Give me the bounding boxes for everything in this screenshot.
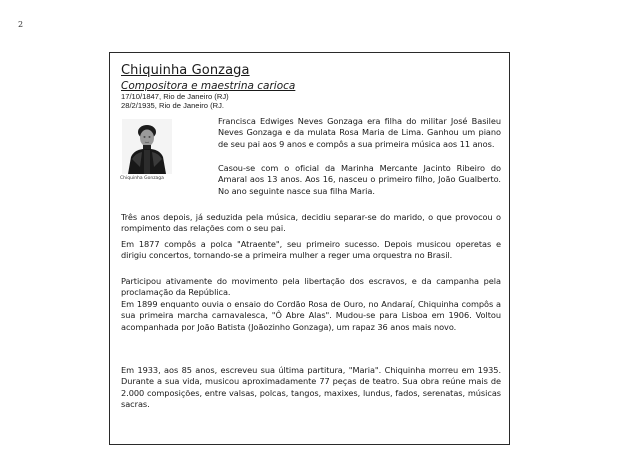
paragraph-4: Em 1877 compôs a polca "Atraente", seu primeiro sucesso. Depois musicou operetas e dirigiu concertos, tornando-se a primeira mulher a reger uma orquestra no Brasil. (121, 239, 501, 261)
biography-subtitle: Compositora e maestrina carioca (121, 80, 296, 92)
portrait-caption: Chiquinha Gonzaga (120, 176, 164, 181)
paragraph-3: Três anos depois, já seduzida pela música, decidiu separar-se do marido, o que provocou o rompimento das relações com o seu pai. (121, 212, 501, 234)
death-date: 28/2/1935, Rio de Janeiro (RJ. (121, 101, 224, 111)
paragraph-2: Casou-se com o oficial da Marinha Mercante Jacinto Ribeiro do Amaral aos 13 anos. Aos 16, nasceu o primeiro filho, João Gualberto. No ano seguinte nasce sua filha Maria. (218, 163, 501, 196)
portrait-photo (122, 119, 172, 174)
biography-box (109, 52, 510, 445)
life-dates (121, 92, 229, 111)
paragraph-6: Em 1899 enquanto ouvia o ensaio do Cordão Rosa de Ouro, no Andaraí, Chiquinha compôs a sua primeira marcha carnavalesca, "Ô Abre Alas". Mudou-se para Lisboa em 1906. Voltou acompanhada por João Batista (Joãozinho Gonzaga), um rapaz 36 anos mais novo. (121, 299, 501, 332)
biography-title: Chiquinha Gonzaga (121, 63, 250, 78)
page-number: 2 (18, 20, 24, 29)
birth-date: 17/10/1847, Rio de Janeiro (RJ) (121, 92, 229, 101)
paragraph-1: Francisca Edwiges Neves Gonzaga era filha do militar José Basileu Neves Gonzaga e da mulata Rosa Maria de Lima. Ganhou um piano de seu pai aos 9 anos e compôs a sua primeira música aos 11 anos. (218, 116, 501, 149)
paragraph-5: Participou ativamente do movimento pela libertação dos escravos, e da campanha pela proclamação da República. (121, 276, 501, 298)
paragraph-7: Em 1933, aos 85 anos, escreveu sua última partitura, "Maria". Chiquinha morreu em 1935. Durante a sua vida, musicou aproximadamente 77 peças de teatro. Sua obra reúne mais de 2.000 composições, entre valsas, polcas, tangos, maxixes, lundus, fados, serenatas, músicas sacras. (121, 365, 501, 410)
